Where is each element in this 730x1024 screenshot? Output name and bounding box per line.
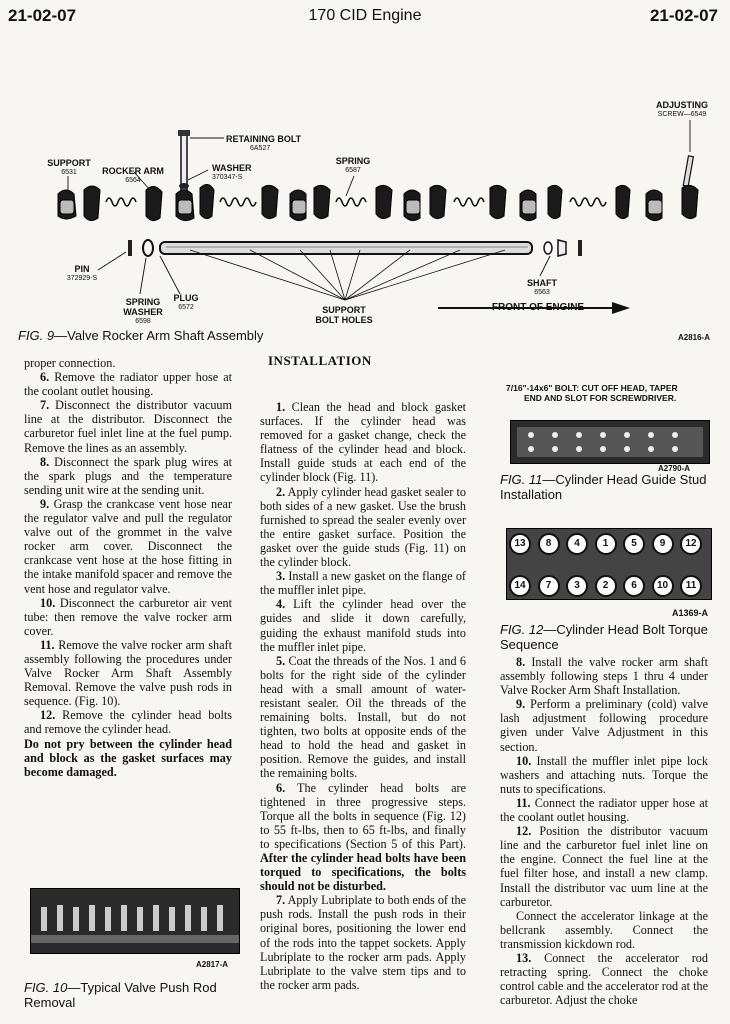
fig11-caption xyxy=(500,472,710,502)
install-step-12 xyxy=(500,824,708,909)
install-step-9 xyxy=(500,697,708,753)
fig10-caption-num: FIG. 10 xyxy=(24,980,68,995)
step-number: 9. xyxy=(516,697,526,712)
page-title: 170 CID Engine xyxy=(308,7,422,24)
step-9 xyxy=(24,497,232,596)
label-spring-washer-1: SPRING xyxy=(125,297,161,307)
column-2 xyxy=(260,400,466,992)
step-12 xyxy=(24,708,232,736)
step-text: Install a new gasket on the flange of the muffler inlet pipe. xyxy=(260,569,466,598)
step-number: 4. xyxy=(276,597,286,612)
bolt-number: 1 xyxy=(595,533,617,555)
retaining-bolt xyxy=(181,132,187,190)
label-pin: PIN xyxy=(74,264,90,274)
step-7 xyxy=(24,398,232,454)
bolt-number: 7 xyxy=(538,575,560,597)
step-number: 12. xyxy=(40,708,56,723)
step-number: 6. xyxy=(40,370,50,385)
step-number: 3. xyxy=(276,569,286,584)
fig10-ref: A2817-A xyxy=(196,960,229,969)
fig12-caption xyxy=(500,622,712,652)
fig11-note xyxy=(506,383,718,403)
adjusting-screw xyxy=(683,156,693,186)
step-number: 10. xyxy=(516,753,532,768)
step-number: 11. xyxy=(40,637,55,652)
install-step-4 xyxy=(260,597,466,653)
step-number: 10. xyxy=(40,595,56,610)
step-text: Coat the threads of the Nos. 1 and 6 bolts for the right side of the cylinder head with a small amount of water-resistant sealer. Oil the threads of the remaining bolts. Install, but do not tighten, two bolts at opposite ends of the head to hold the head and gasket in position. Remove the guides, and install the remaining bolts. xyxy=(260,653,466,781)
fig12-photo xyxy=(506,528,712,600)
install-step-5 xyxy=(260,654,466,781)
step-text: Disconnect the spark plug wires at the spark plugs and the temperature sending unit wire at the sending unit. xyxy=(24,454,232,497)
step-number: 13. xyxy=(516,950,532,965)
step-text: Connect the radiator upper hose at the coolant outlet housing. xyxy=(500,795,708,825)
install-step-6 xyxy=(260,781,466,894)
install-step-11 xyxy=(500,796,708,824)
step-number: 7. xyxy=(276,893,286,908)
label-shaft: SHAFT xyxy=(527,278,557,288)
step-text: Position the distributor vacuum line and the carburetor fuel inlet line on the engine. Connect the fuel line at the fuel filter hose, and install a new clamp. Install the distributor vac uum line at the carburetor. xyxy=(500,824,708,909)
fig10-caption-text: —Typical Valve Push Rod Removal xyxy=(24,980,217,1010)
label-washer: WASHER xyxy=(212,163,252,173)
step-text: Apply cylinder head gasket sealer to both sides of a new gasket. Use the brush furnished to spread the sealer evenly over the entire gasket surface. Position the gasket over the guide studs (Fig. 11) on the cylinder block. xyxy=(260,484,466,570)
fig12-ref: A1369-A xyxy=(672,608,709,618)
step-text: Install the valve rocker arm shaft assembly following steps 1 thru 4 under Valve Rocker Arm Shaft Installation. xyxy=(500,655,708,698)
fig12-caption-num: FIG. 12 xyxy=(500,622,544,637)
install-step-2 xyxy=(260,485,466,570)
label-front-of-engine: FRONT OF ENGINE xyxy=(491,302,585,313)
step-number: 1. xyxy=(276,400,286,414)
page-number-right: 21-02-07 xyxy=(649,6,718,25)
bolt-number: 2 xyxy=(595,575,617,597)
step-number: 7. xyxy=(40,398,50,413)
fig11-caption-num: FIG. 11 xyxy=(500,472,543,487)
installation-heading: INSTALLATION xyxy=(268,353,372,368)
fig9-caption xyxy=(18,328,263,343)
shaft xyxy=(160,242,532,254)
fig11-note-1: 7/16"-14x6" BOLT: CUT OFF HEAD, TAPER xyxy=(506,383,678,393)
step-11 xyxy=(24,638,232,708)
label-spring-washer-part: 6598 xyxy=(135,318,151,325)
bolt-number: 9 xyxy=(652,533,674,555)
fig9-caption-text: —Valve Rocker Arm Shaft Assembly xyxy=(54,328,264,343)
bolt-number: 6 xyxy=(623,575,645,597)
label-retaining-bolt-part: 6A527 xyxy=(250,145,271,152)
step-number: 2. xyxy=(276,484,286,499)
step-number: 11. xyxy=(516,795,531,810)
install-step-8 xyxy=(500,655,708,697)
fig12-caption-text: —Cylinder Head Bolt Torque Sequence xyxy=(500,622,708,652)
install-step-7 xyxy=(260,893,466,992)
bolt-number: 13 xyxy=(509,533,531,555)
step-text: Install the muffler inlet pipe lock washers and attaching nuts. Torque the nuts to specifications. xyxy=(500,753,708,796)
bolt-number: 11 xyxy=(680,575,702,597)
spring-washer xyxy=(143,240,153,256)
step-number: 6. xyxy=(276,780,286,795)
paragraph: Connect the accelerator linkage at the bellcrank assembly. Connect the transmission kickdown rod. xyxy=(500,908,708,951)
step-text: Disconnect the distributor vacuum line at the distributor. Disconnect the carburetor fuel inlet line at the fuel pump. Remove the lines as an assembly. xyxy=(24,398,232,455)
label-plug-part: 6572 xyxy=(178,304,194,311)
step-number: 12. xyxy=(516,824,532,839)
fig9-ref: A2816-A xyxy=(677,333,710,342)
step-8 xyxy=(24,455,232,497)
label-spring-part: 6587 xyxy=(345,167,361,174)
install-step-10 xyxy=(500,754,708,796)
step-text: Connect the accelerator rod retracting spring. Connect the choke control cable and the accelerator rod at the carburetor. Adjust the choke xyxy=(500,950,708,1008)
step-text: Lift the cylinder head over the guides and slide it down carefully, guiding the exhaust manifold studs into the muffler inlet pipe. xyxy=(260,597,466,654)
bolt-number: 12 xyxy=(680,533,702,555)
label-washer-part: 370347-S xyxy=(212,174,243,181)
fig10-caption xyxy=(24,980,234,1010)
step-text: Disconnect the carburetor air vent tube: then remove the valve rocker arm cover. xyxy=(24,595,232,638)
bolt-hole-leaders xyxy=(190,250,505,300)
step-text: Grasp the crankcase vent hose near the regulator valve and pull the regulator valve out of the grommet in the valve rocker arm cover. Disconnect the crankcase vent hose at the hose fitting in the intake manifold spacer and remove the vent hose and regulator valve. xyxy=(24,496,232,596)
label-adjusting-screw-part: SCREW—6549 xyxy=(657,111,707,118)
step-number: After the cylinder head bolts have been torqued to specifications, the bolts should not be disturbed. xyxy=(260,851,466,894)
step-text: Perform a preliminary (cold) valve lash adjustment following procedure given under Valve Adjustment in this section. xyxy=(500,697,708,754)
fig11-note-2: END AND SLOT FOR SCREWDRIVER. xyxy=(524,393,677,403)
label-support: SUPPORT xyxy=(47,158,91,168)
bolt-number: 14 xyxy=(509,575,531,597)
step-number: 8. xyxy=(516,655,526,669)
step-text: Remove the valve rocker arm shaft assembly following the procedures under Valve Rocker Arm Shaft Assembly Removal. Remove the valve push rods in sequence. (Fig. 10). xyxy=(24,637,232,709)
label-rocker-arm-part: 6564 xyxy=(125,177,141,184)
fig11-caption-text: —Cylinder Head Guide Stud Installation xyxy=(500,472,707,502)
bolt-number: 4 xyxy=(566,533,588,555)
washer xyxy=(179,183,189,189)
step-text: The cylinder head bolts are tightened in three progressive steps. Torque all the bolts in sequence (Fig. 12) to 55 ft-lbs, then to 65 ft-lbs, and finally to specifications (Section 5 of this Part). xyxy=(260,780,466,851)
label-retaining-bolt: RETAINING BOLT xyxy=(226,134,302,144)
bolt-number: 3 xyxy=(566,575,588,597)
label-rocker-arm: ROCKER ARM xyxy=(102,166,164,176)
step-number: 9. xyxy=(40,496,50,511)
label-support-bolt-holes-2: BOLT HOLES xyxy=(315,315,373,325)
install-step-3 xyxy=(260,569,466,597)
rocker-shaft-diagram xyxy=(0,90,730,330)
column-1 xyxy=(24,356,232,779)
label-support-bolt-holes-1: SUPPORT xyxy=(322,305,366,315)
bolt-number: 8 xyxy=(538,533,560,555)
step-number: 8. xyxy=(40,454,50,469)
install-step-13 xyxy=(500,951,708,1007)
step-6 xyxy=(24,370,232,398)
paragraph: proper connection. xyxy=(24,356,116,370)
step-text: Remove the radiator upper hose at the coolant outlet housing. xyxy=(24,370,232,399)
install-step-1 xyxy=(260,400,466,485)
label-adjusting-screw: ADJUSTING xyxy=(655,100,708,110)
step-number: 5. xyxy=(276,653,286,668)
warning-text: Do not pry between the cylinder head and block as the gasket surfaces may become damaged. xyxy=(24,736,232,779)
label-plug: PLUG xyxy=(173,293,199,303)
step-text: Remove the cylinder head bolts and remove the cylinder head. xyxy=(24,708,232,737)
bolt-number: 10 xyxy=(652,575,674,597)
column-3 xyxy=(500,655,708,1007)
step-text: Clean the head and block gasket surfaces. If the cylinder head was removed for a gasket change, check the flatness of the cylinder head and block. Install guide studs at each end of the cylinder block (Fig. 11). xyxy=(260,400,466,485)
fig11-ref: A2790-A xyxy=(658,464,691,473)
label-pin-part: 372929-S xyxy=(66,275,98,282)
label-spring: SPRING xyxy=(335,156,371,166)
pin xyxy=(128,240,132,256)
fig9-caption-num: FIG. 9 xyxy=(18,328,55,343)
fig11-photo xyxy=(510,420,710,464)
page-number-left: 21-02-07 xyxy=(8,6,77,25)
label-shaft-part: 6563 xyxy=(534,289,550,296)
label-spring-washer-2: WASHER xyxy=(123,307,163,317)
plug-ring xyxy=(544,242,552,254)
step-10 xyxy=(24,596,232,638)
bolt-number: 5 xyxy=(623,533,645,555)
label-support-part: 6531 xyxy=(61,169,77,176)
step-text: Apply Lubriplate to both ends of the push rods. Install the push rods in their original bores, positioning the lower end of the rods into the tappet sockets. Apply Lubriplate to the rocker arm pads. Apply Lubriplate to the valve stem tips and to the rocker arm pads. xyxy=(260,893,466,992)
fig10-photo xyxy=(30,888,240,954)
